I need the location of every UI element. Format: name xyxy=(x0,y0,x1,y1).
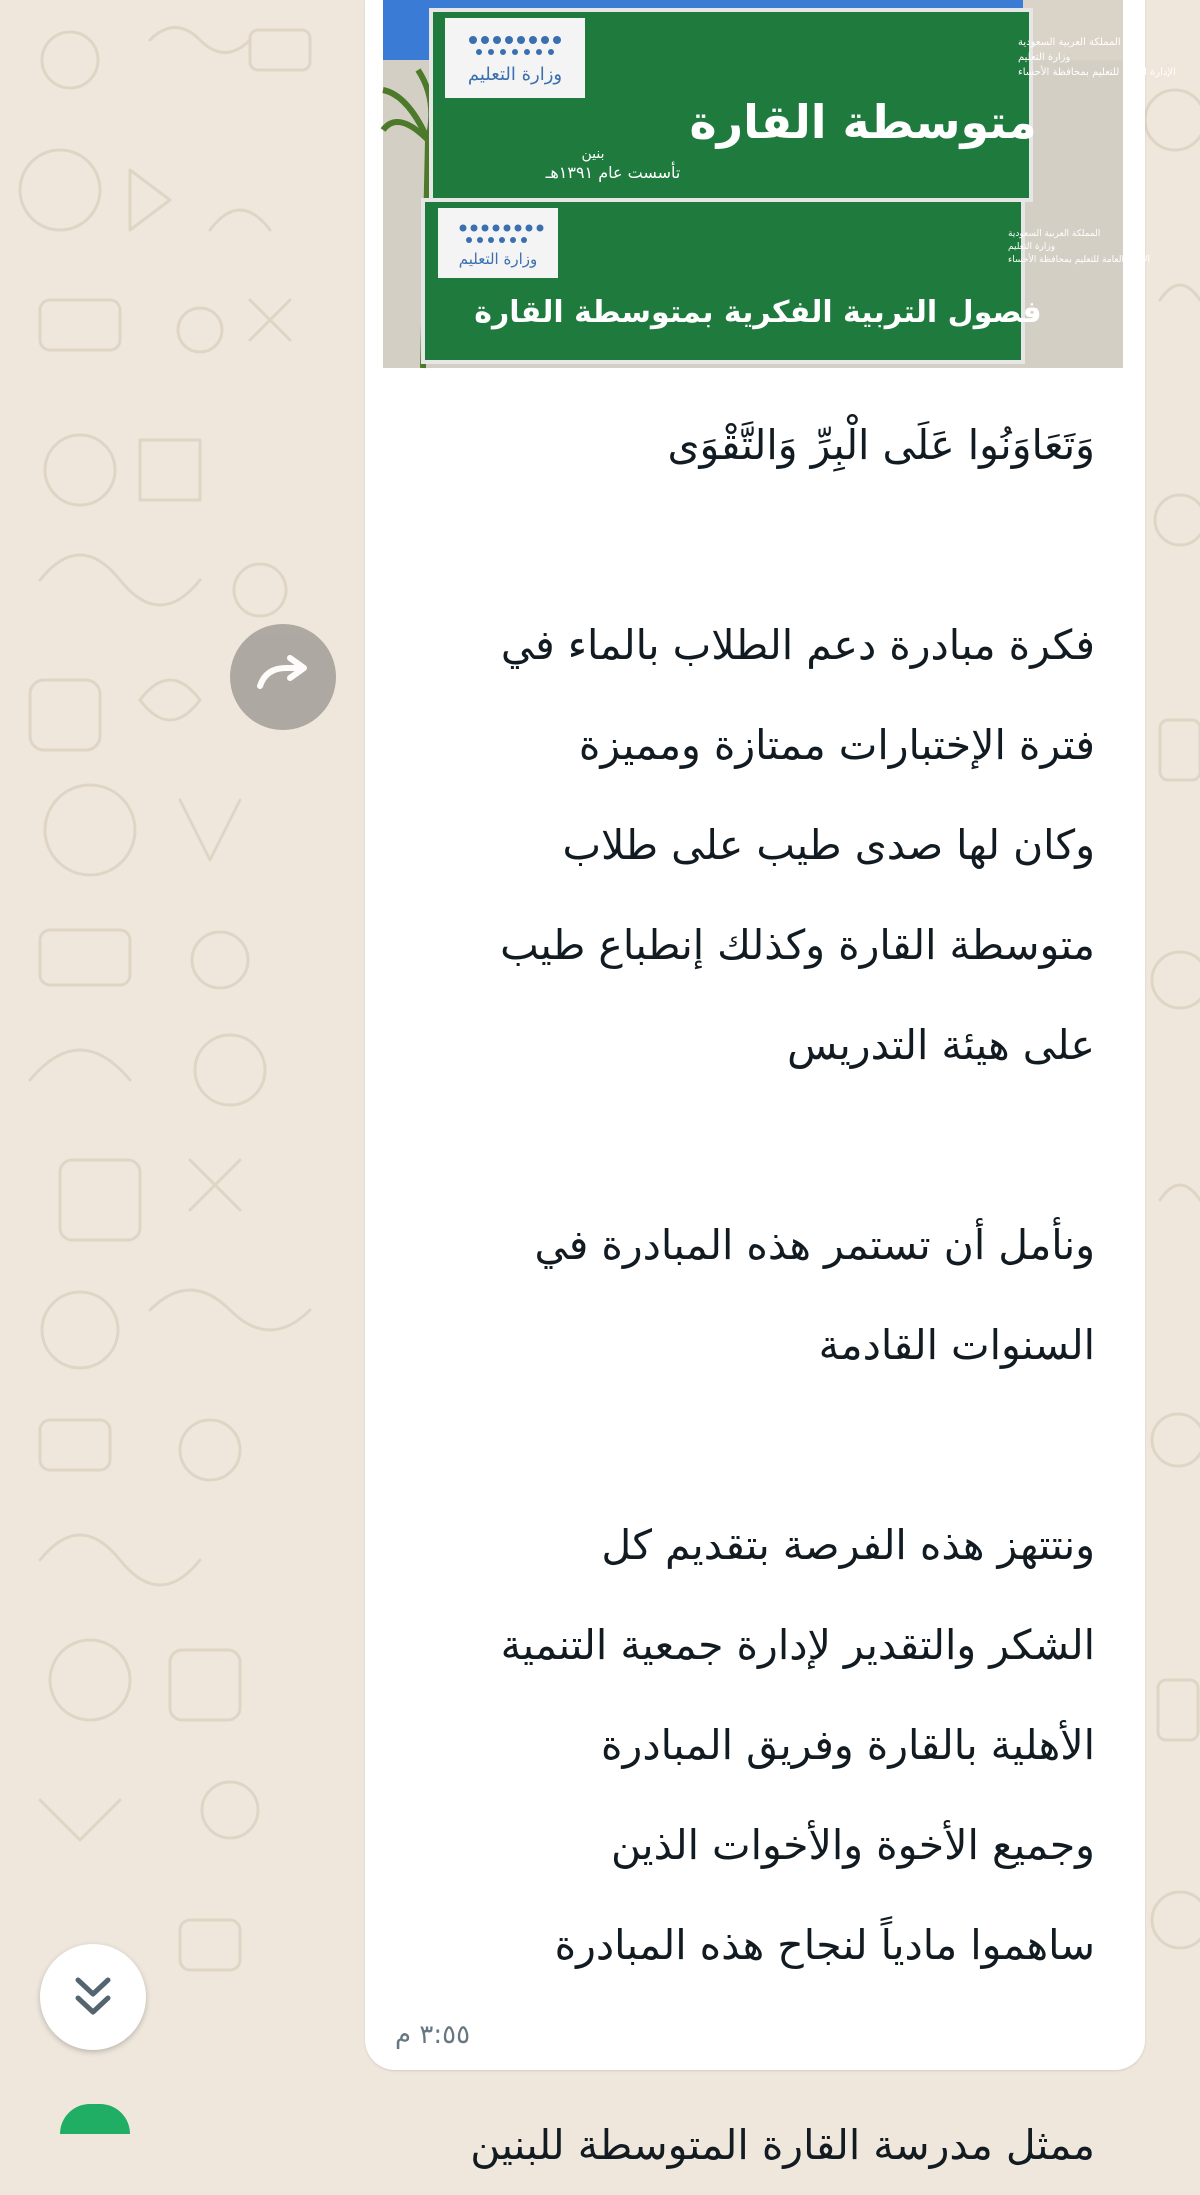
svg-text:وزارة التعليم: وزارة التعليم xyxy=(458,250,538,268)
message-line: فكرة مبادرة دعم الطلاب بالماء في xyxy=(500,621,1095,669)
message-line: متوسطة القارة وكذلك إنطباع طيب xyxy=(500,921,1095,969)
message-line: ممثل مدرسة القارة المتوسطة للبنين xyxy=(470,2121,1095,2169)
svg-text:المملكة العربية السعودية: المملكة العربية السعودية xyxy=(1008,229,1101,239)
message-line: وجميع الأخوة والأخوات الذين xyxy=(610,1821,1095,1869)
message-timestamp: ٣:٥٥ م xyxy=(395,2020,471,2050)
forward-button[interactable] xyxy=(230,624,336,730)
svg-text:بنين: بنين xyxy=(581,146,605,162)
message-line: وكان لها صدى طيب على طلاب xyxy=(562,821,1095,869)
message-line-blank xyxy=(395,1995,1095,2095)
svg-text:وزارة التعليم: وزارة التعليم xyxy=(467,64,563,85)
message-bubble[interactable] xyxy=(365,0,1176,2169)
message-line-blank xyxy=(395,495,1095,595)
message-photo[interactable] xyxy=(383,0,1176,368)
svg-text:الإدارة العامة للتعليم بمحافظة: الإدارة العامة للتعليم بمحافظة الأحساء xyxy=(1008,255,1151,265)
message-text xyxy=(395,395,1095,2195)
message-line: وَتَعَاوَنُوا عَلَى الْبِرِّ وَالتَّقْوَى xyxy=(667,421,1095,469)
message-line-blank xyxy=(395,1395,1095,1495)
message-line: الشكر والتقدير لإدارة جمعية التنمية xyxy=(500,1621,1095,1669)
message-line: على هيئة التدريس xyxy=(787,1021,1095,1069)
svg-text:تأسست عام ١٣٩١هـ: تأسست عام ١٣٩١هـ xyxy=(545,163,681,182)
forward-icon xyxy=(230,624,336,730)
svg-text:وزارة التعليم: وزارة التعليم xyxy=(1008,242,1056,252)
svg-text:وزارة التعليم: وزارة التعليم xyxy=(1018,52,1071,63)
svg-text:متوسطة القارة: متوسطة القارة xyxy=(689,95,1037,149)
message-line: السنوات القادمة xyxy=(818,1321,1095,1369)
message-line: الأهلية بالقارة وفريق المبادرة xyxy=(601,1721,1095,1769)
svg-text:المملكة العربية السعودية: المملكة العربية السعودية xyxy=(1018,37,1121,48)
message-line: ونتتهز هذه الفرصة بتقديم كل xyxy=(601,1521,1095,1569)
chevron-double-down-icon xyxy=(40,1944,146,2050)
message-line: ونأمل أن تستمر هذه المبادرة في xyxy=(534,1221,1095,1269)
scroll-down-button[interactable] xyxy=(40,1944,146,2050)
message-line: ساهموا مادياً لنجاح هذه المبادرة xyxy=(554,1921,1095,1969)
svg-text:الإدارة العامة للتعليم بمحافظة: الإدارة العامة للتعليم بمحافظة الأحساء xyxy=(1018,67,1176,78)
message-line-blank xyxy=(395,1095,1095,1195)
svg-text:فصول التربية الفكرية بمتوسطة ا: فصول التربية الفكرية بمتوسطة القارة xyxy=(474,295,1042,330)
message-line: فترة الإختبارات ممتازة ومميزة xyxy=(578,721,1095,769)
